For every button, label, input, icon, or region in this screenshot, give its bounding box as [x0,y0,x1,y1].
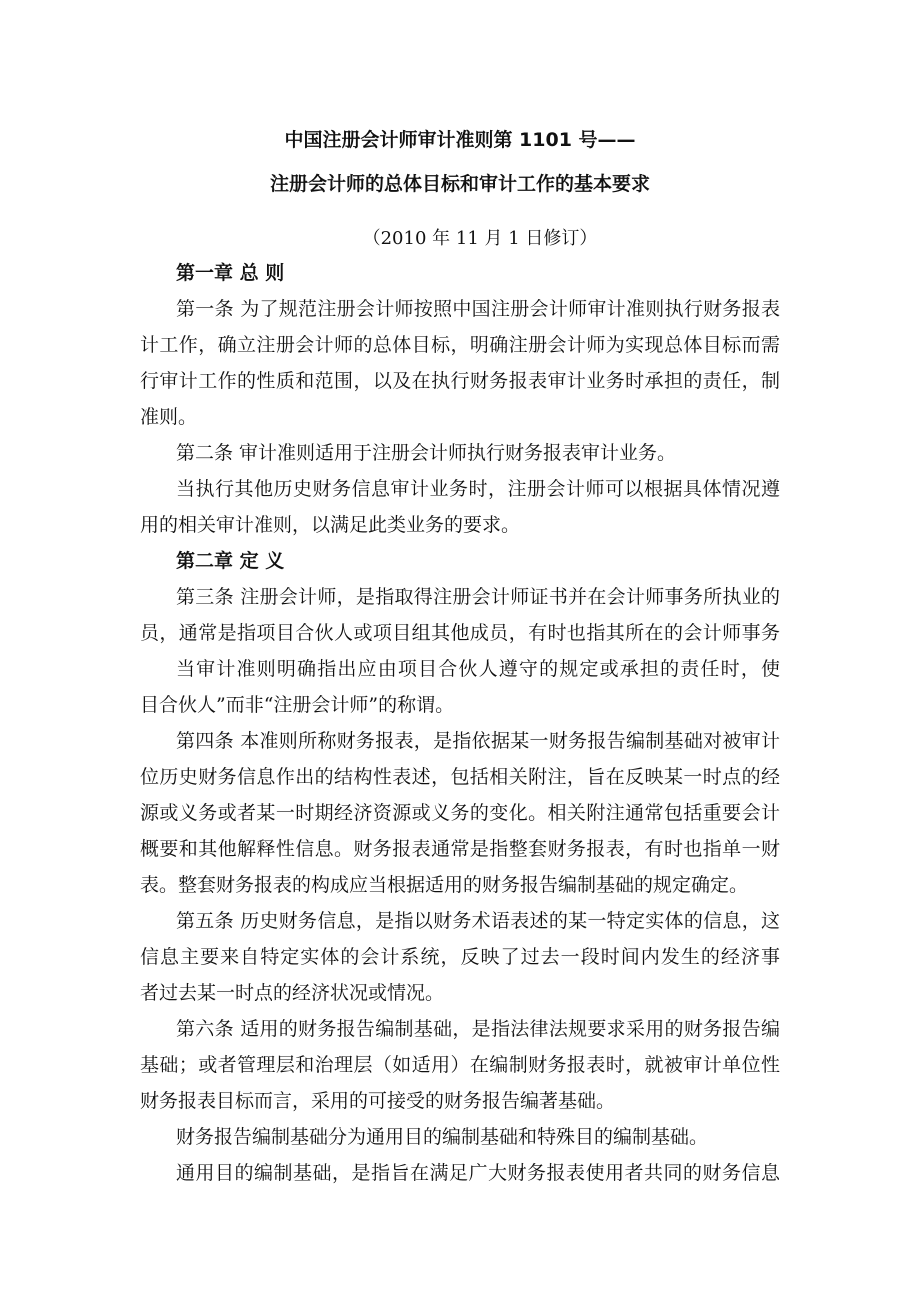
paragraph-line: 财务报告编制基础分为通用目的编制基础和特殊目的编制基础。 [176,1126,709,1148]
paragraph-line: 目合伙人”而非“注册会计师”的称谓。 [140,694,455,716]
paragraph-line: 信息主要来自特定实体的会计系统，反映了过去一段时间内发生的经济事 [140,946,780,968]
paragraph-line: 第二条 审计准则适用于注册会计师执行财务报表审计业务。 [176,442,677,464]
paragraph-line: 当执行其他历史财务信息审计业务时，注册会计师可以根据具体情况遵 [176,478,780,500]
paragraph-line: 用的相关审计准则，以满足此类业务的要求。 [140,514,521,536]
paragraph-line: 第四条 本准则所称财务报表，是指依据某一财务报告编制基础对被审计 [176,730,780,752]
paragraph-line: 第三条 注册会计师，是指取得注册会计师证书并在会计师事务所执业的 [176,586,780,608]
paragraph-line: 第一条 为了规范注册会计师按照中国注册会计师审计准则执行财务报表 [176,298,780,320]
document-title-line2: 注册会计师的总体目标和审计工作的基本要求 [269,173,650,195]
paragraph-line: 概要和其他解释性信息。财务报表通常是指整套财务报表，有时也指单一财 [140,838,780,860]
paragraph-line: 源或义务或者某一时期经济资源或义务的变化。相关附注通常包括重要会计 [140,802,780,824]
paragraph-line: 第六条 适用的财务报告编制基础，是指法律法规要求采用的财务报告编 [176,1018,780,1040]
chapter-heading-2: 第二章 定 义 [176,550,285,572]
revision-date: （2010 年 11 月 1 日修订） [362,228,598,249]
chapter-heading-1: 第一章 总 则 [176,262,285,284]
document-title-line1: 中国注册会计师审计准则第 1101 号—— [284,129,636,151]
paragraph-line: 第五条 历史财务信息，是指以财务术语表述的某一特定实体的信息，这 [176,910,780,932]
paragraph-line: 员，通常是指项目合伙人或项目组其他成员，有时也指其所在的会计师事务 [140,622,780,644]
paragraph-line: 财务报表目标而言，采用的可接受的财务报告编著基础。 [140,1090,616,1112]
paragraph-line: 位历史财务信息作出的结构性表述，包括相关附注，旨在反映某一时点的经 [140,766,780,788]
paragraph-line: 基础；或者管理层和治理层（如适用）在编制财务报表时，就被审计单位性 [140,1054,780,1076]
paragraph-line: 准则。 [140,406,198,428]
paragraph-line: 当审计准则明确指出应由项目合伙人遵守的规定或承担的责任时，使 [176,658,780,680]
paragraph-line: 表。整套财务报表的构成应当根据适用的财务报告编制基础的规定确定。 [140,874,749,896]
paragraph-line: 通用目的编制基础，是指旨在满足广大财务报表使用者共同的财务信息 [176,1162,780,1184]
paragraph-line: 者过去某一时点的经济状况或情况。 [140,982,445,1004]
paragraph-line: 计工作，确立注册会计师的总体目标，明确注册会计师为实现总体目标而需 [140,334,780,356]
paragraph-line: 行审计工作的性质和范围，以及在执行财务报表审计业务时承担的责任，制 [140,370,780,392]
